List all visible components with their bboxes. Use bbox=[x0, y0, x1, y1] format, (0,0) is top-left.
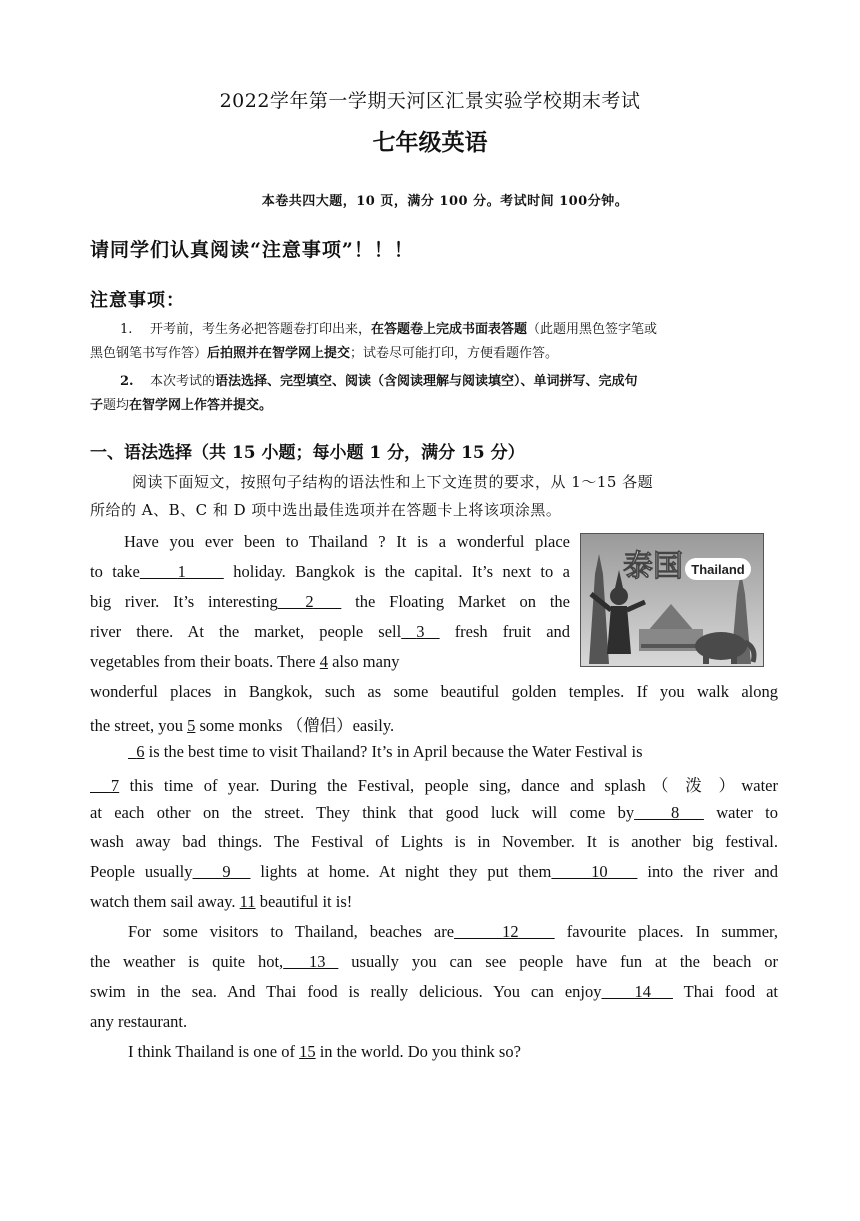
blank-3 bbox=[401, 622, 439, 641]
exam-title: 2022学年第一学期天河区汇景实验学校期末考试 bbox=[219, 90, 641, 112]
blank-12 bbox=[454, 922, 555, 941]
passage-text: holiday. Bangkok is the capital. It’s next to a bbox=[223, 562, 571, 581]
notice-emphasis: 语法选择、完型填空、阅读（含阅读理解与阅读填空）、单词拼写、完成句 bbox=[215, 374, 638, 389]
passage-text: the street, you bbox=[90, 716, 188, 735]
blank-number: 14 bbox=[634, 982, 651, 1001]
photo-title-chars: 泰国 bbox=[623, 549, 683, 584]
blank-2 bbox=[278, 592, 342, 611]
notice-item-2-line-1 bbox=[90, 370, 770, 394]
notice-text: 开考前，考生务必把答题卷打印出来， bbox=[150, 322, 372, 337]
passage-text: to take bbox=[90, 562, 140, 581]
passage-line bbox=[128, 1042, 521, 1062]
notice-emphasis: 子 bbox=[90, 398, 104, 413]
blank-13 bbox=[283, 952, 338, 971]
photo-caption: Thailand bbox=[691, 562, 745, 577]
notice-item-2-line-2 bbox=[90, 394, 770, 418]
passage-text: river there. At the market, people sell bbox=[90, 622, 402, 641]
notice-emphasis: 后拍照并在智学网上提交 bbox=[207, 346, 351, 361]
passage-text: water to bbox=[703, 803, 778, 822]
blank-number: 13 bbox=[308, 952, 326, 971]
blank-14 bbox=[601, 982, 672, 1001]
exam-info: 本卷共四大题，10 页，满分 100 分。考试时间 100分钟。 bbox=[261, 194, 629, 209]
notice-item-number: 2. bbox=[120, 374, 134, 389]
passage-line bbox=[90, 712, 394, 736]
passage-text: favourite places. In summer, bbox=[554, 922, 779, 941]
notice-text: 本次考试的 bbox=[150, 374, 216, 389]
passage-text: usually you can see people have fun at the beach or bbox=[338, 952, 779, 971]
blank-10 bbox=[551, 862, 637, 881]
passage-text: Thai food at bbox=[672, 982, 779, 1001]
passage-line bbox=[128, 742, 643, 762]
blank-number: 7 bbox=[110, 776, 120, 795]
passage-text: also many bbox=[327, 652, 400, 671]
instruction-line: 所给的 A、B、C 和 D 项中选出最佳选项并在答题卡上将该项涂黑。 bbox=[90, 501, 562, 519]
exam-subtitle: 七年级英语 bbox=[372, 129, 488, 156]
passage-line bbox=[90, 982, 778, 1002]
notice-item-2 bbox=[90, 370, 770, 418]
blank-11: 11 bbox=[239, 892, 256, 911]
blank-5: 5 bbox=[187, 716, 196, 735]
passage-line bbox=[90, 892, 352, 912]
blank-9 bbox=[193, 862, 251, 881]
blank-number: 1 bbox=[177, 562, 186, 581]
section-1-instructions bbox=[90, 468, 780, 524]
blank-6 bbox=[128, 742, 145, 761]
notice-text: ；试卷尽可能打印，方便看题作答。 bbox=[350, 346, 559, 361]
blank-4: 4 bbox=[319, 652, 328, 671]
passage-text: swim in the sea. And Thai food is really delicious. You can enjoy bbox=[90, 982, 602, 1001]
passage-text: beautiful it is! bbox=[255, 892, 353, 911]
blank-number: 12 bbox=[502, 922, 519, 941]
passage-line bbox=[90, 652, 399, 672]
blank-number: 3 bbox=[416, 622, 425, 641]
passage-line: wash away bad things. The Festival of Lights is in November. It is another big festival. bbox=[90, 832, 778, 851]
instruction-line: 阅读下面短文，按照句子结构的语法性和上下文连贯的要求，从 1～15 各题 bbox=[132, 473, 654, 491]
passage-text: vegetables from their boats. There bbox=[90, 652, 320, 671]
passage-text: Have you ever been to Thailand ? It is a wonderful place bbox=[124, 532, 570, 551]
passage-text: is the best time to visit Thailand? It’s in April because the Water Festival is bbox=[144, 742, 643, 761]
passage-text: the weather is quite hot, bbox=[90, 952, 284, 971]
notice-emphasis: 在智学网上作答并提交。 bbox=[129, 398, 273, 413]
blank-number: 9 bbox=[222, 862, 231, 881]
thailand-photo-illustration bbox=[581, 534, 763, 666]
passage-line bbox=[90, 622, 570, 642]
passage-line bbox=[90, 562, 570, 582]
blank-1 bbox=[140, 562, 224, 581]
passage-text: For some visitors to Thailand, beaches are bbox=[128, 922, 455, 941]
passage-text: into the river and bbox=[637, 862, 779, 881]
notice-text: （此题用黑色签字笔或 bbox=[527, 322, 658, 337]
section-1-title: 一、语法选择（共 15 小题；每小题 1 分，满分 15 分） bbox=[90, 443, 525, 463]
passage-line: wonderful places in Bangkok, such as some beautiful golden temples. If you walk along bbox=[90, 682, 778, 701]
passage-text: at each other on the street. They think that good luck will come by bbox=[90, 803, 635, 822]
passage-text: People usually bbox=[90, 862, 193, 881]
passage-line bbox=[128, 922, 778, 942]
passage-text: fresh fruit and bbox=[439, 622, 571, 641]
passage-text: lights at home. At night they put them bbox=[250, 862, 552, 881]
passage-text: some monks （僧侣）easily. bbox=[195, 716, 395, 735]
read-notice-heading: 请同学们认真阅读“注意事项”！！！ bbox=[90, 239, 414, 261]
notice-item-1 bbox=[90, 318, 770, 366]
notice-text: 题均 bbox=[103, 398, 130, 413]
passage-text: the Floating Market on the bbox=[341, 592, 570, 611]
notice-item-number: 1. bbox=[120, 322, 133, 337]
passage-text: I think Thailand is one of bbox=[128, 1042, 300, 1061]
notice-item-1-line-2 bbox=[90, 342, 770, 366]
blank-number: 2 bbox=[305, 592, 314, 611]
blank-7 bbox=[90, 776, 119, 795]
passage-line: any restaurant. bbox=[90, 1012, 188, 1031]
passage-line bbox=[90, 592, 570, 612]
blank-15: 15 bbox=[299, 1042, 316, 1061]
passage-line bbox=[124, 532, 570, 552]
passage-text: in the world. Do you think so? bbox=[315, 1042, 521, 1061]
passage-text: watch them sail away. bbox=[90, 892, 240, 911]
notice-item-1-line-1 bbox=[90, 318, 770, 342]
blank-8 bbox=[634, 803, 704, 822]
thailand-photo bbox=[580, 533, 764, 667]
blank-number: 6 bbox=[136, 742, 145, 761]
passage-line bbox=[90, 862, 778, 882]
notice-heading: 注意事项： bbox=[90, 290, 185, 311]
passage-text: big river. It’s interesting bbox=[90, 592, 278, 611]
passage-line bbox=[90, 952, 778, 972]
passage-line bbox=[90, 803, 778, 823]
blank-number: 10 bbox=[591, 862, 608, 881]
notice-text: 黑色钢笔书写作答） bbox=[90, 346, 208, 361]
blank-number: 8 bbox=[671, 803, 680, 822]
passage-line bbox=[90, 772, 778, 796]
notice-emphasis: 在答题卷上完成书面表答题 bbox=[371, 322, 528, 337]
passage-text: this time of year. During the Festival, people sing, dance and splash（ 泼 ）water bbox=[119, 776, 779, 795]
